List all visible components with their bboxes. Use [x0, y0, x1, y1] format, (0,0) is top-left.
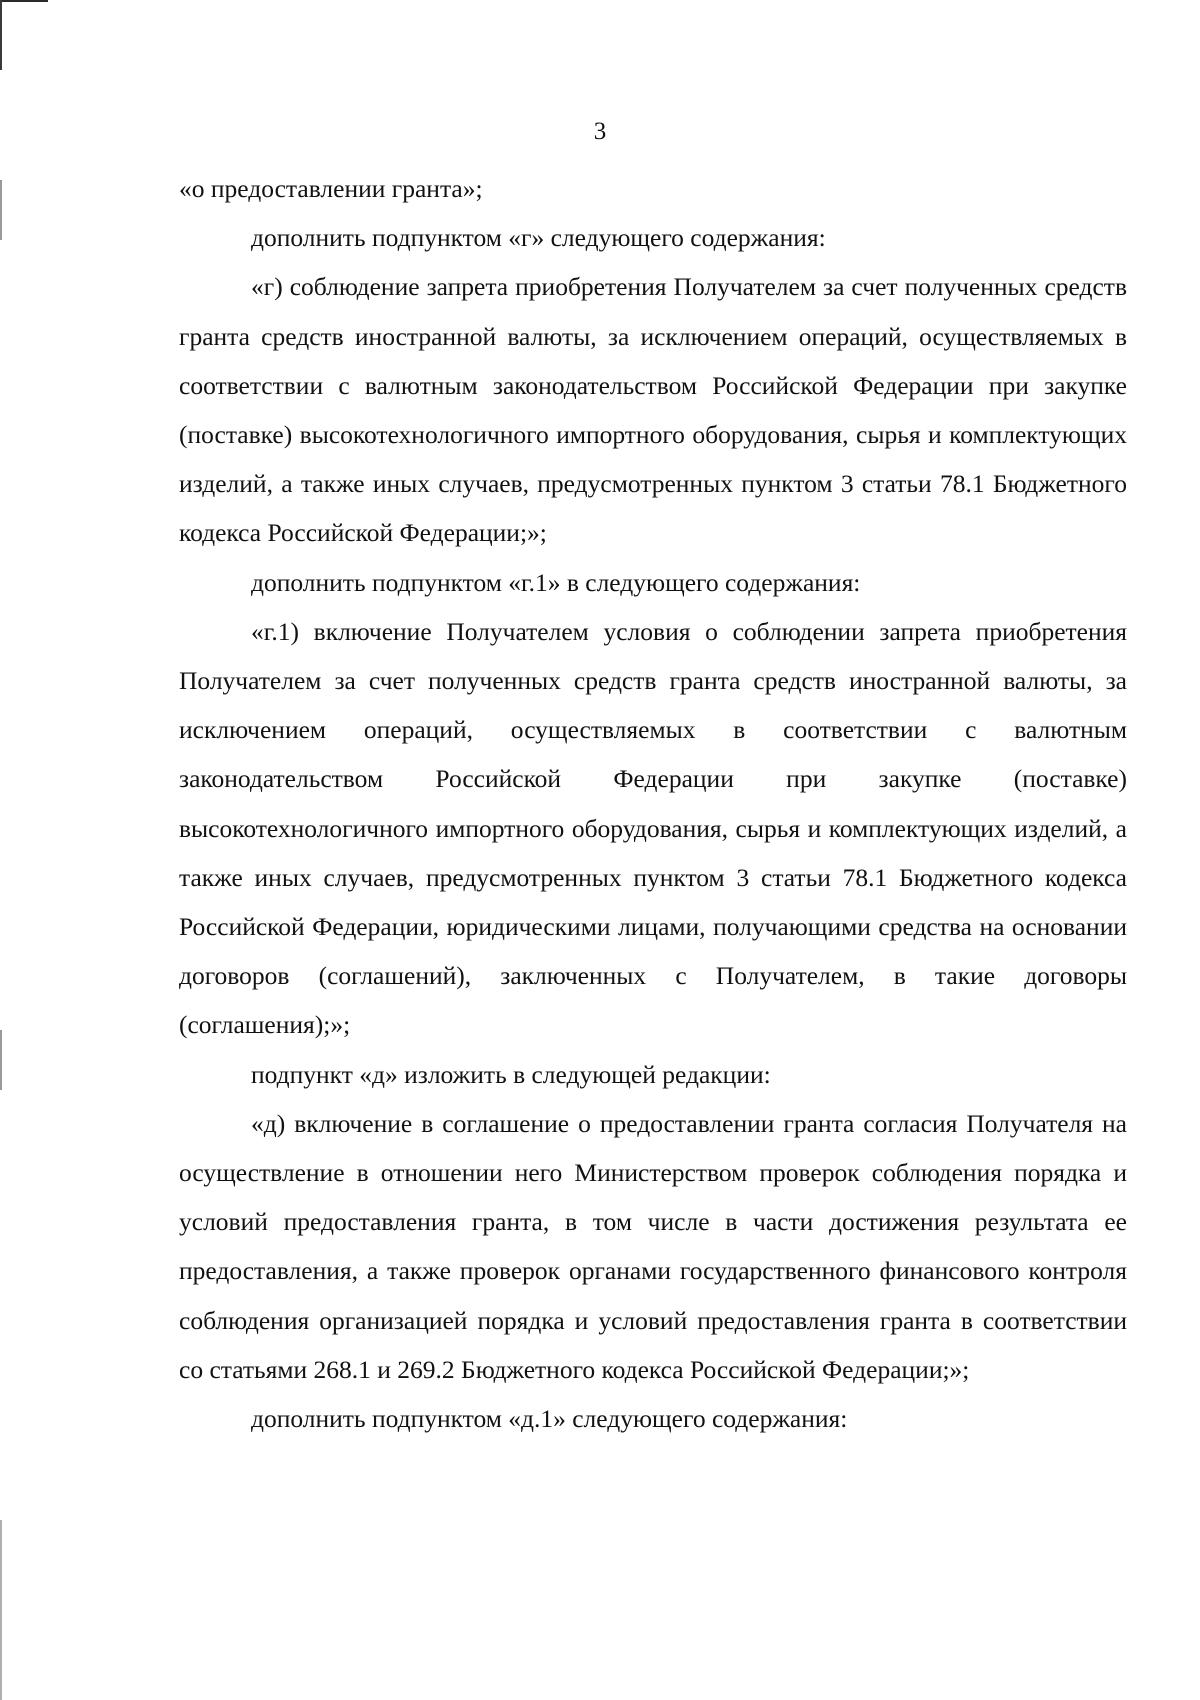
- paragraph-instruction-g: дополнить подпунктом «г» следующего содержания:: [251, 223, 826, 253]
- page-number: 3: [593, 118, 607, 145]
- paragraph-continuation: «о предоставлении гранта»;: [179, 174, 483, 203]
- paragraph-subclause-g: «г) соблюдение запрета приобретения Получателем за счет полученных средств гранта средств иностранной валюты, за исключением операций, осуществляемых в соответствии с валютным законодательством Российской Федерации при закупке (поставке) высокотехнологичного импортного оборудования, сырья и комплектующих изделий, а также иных случаев, предусмотренных пунктом 3 статьи 78.1 Бюджетного кодекса Российской Федерации;»;: [179, 272, 1127, 548]
- scan-edge-top: [0, 0, 48, 2]
- paragraph-subclause-g1: «г.1) включение Получателем условия о соблюдении запрета приобретения Получателем за счет полученных средств гранта средств иностранной валюты, за исключением операций, осуществляемых в соответствии с валютным законодательством Российской Федерации при закупке (поставке) высокотехнологичного импортного оборудования, сырья и комплектующих изделий, а также иных случаев, предусмотренных пунктом 3 статьи 78.1 Бюджетного кодекса Российской Федерации, юридическими лицами, получающими средства на основании договоров (соглашений), заключенных с Получателем, в такие договоры (соглашения);»;: [179, 616, 1127, 1040]
- paragraph-instruction-g1: дополнить подпунктом «г.1» в следующего содержания:: [251, 567, 861, 597]
- paragraph-subclause-d: «д) включение в соглашение о предоставлении гранта согласия Получателя на осуществление в отношении него Министерством проверок соблюдения порядка и условий предоставления гранта, в том числе в части достижения результата ее предоставления, а также проверок органами государственного финансового контроля соблюдения организацией порядка и условий предоставления гранта в соответствии со статьями 268.1 и 269.2 Бюджетного кодекса Российской Федерации;»;: [179, 1108, 1127, 1384]
- document-body: [179, 164, 1127, 1443]
- paragraph-instruction-d1: дополнить подпунктом «д.1» следующего содержания:: [251, 1404, 848, 1434]
- scan-edge-left: [0, 0, 2, 1700]
- paragraph-instruction-d: подпункт «д» изложить в следующей редакции:: [251, 1059, 771, 1089]
